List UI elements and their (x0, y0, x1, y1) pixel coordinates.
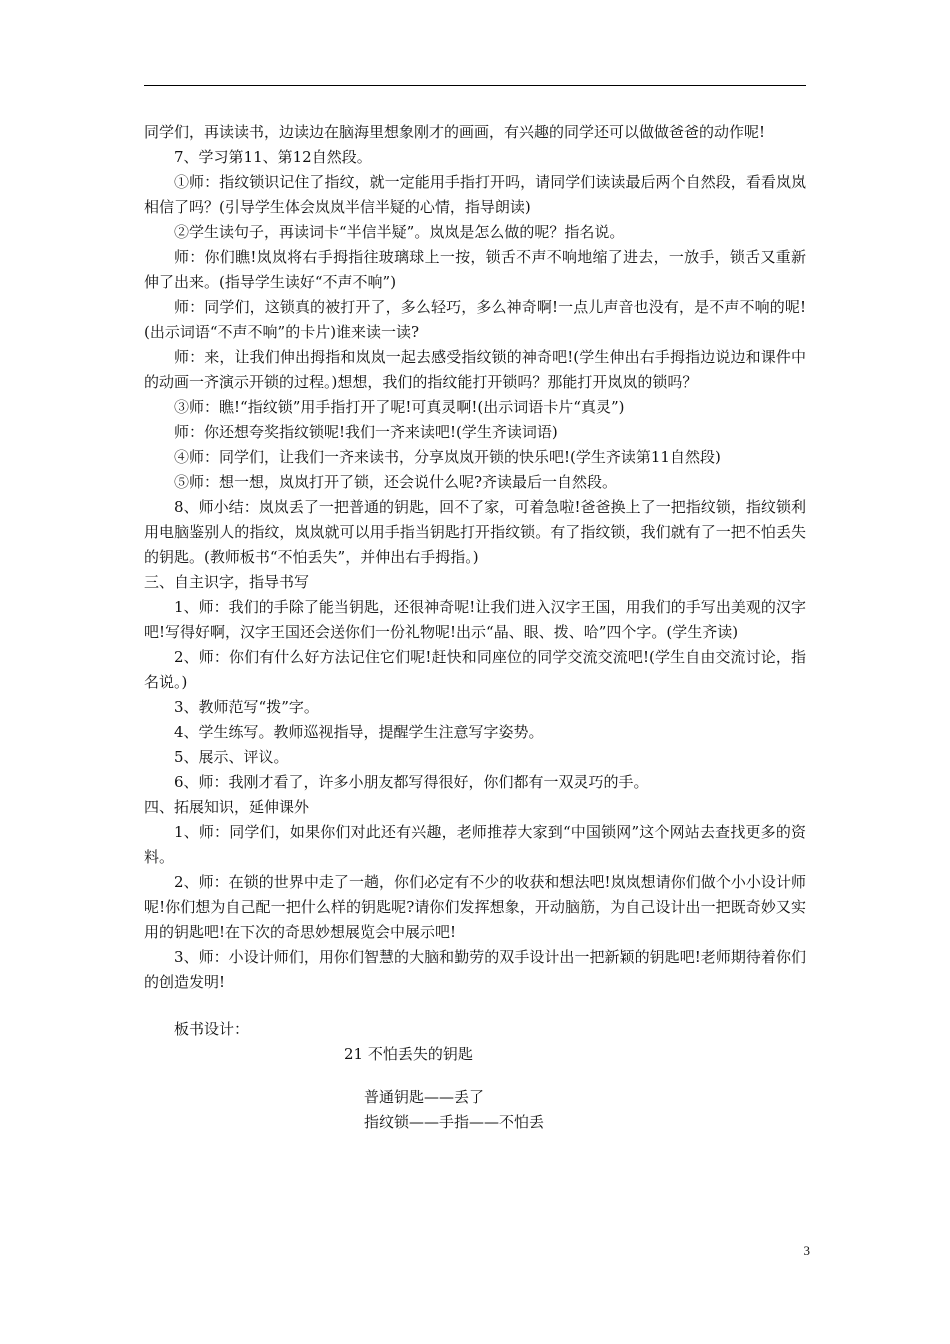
paragraph: 同学们，再读读书，边读边在脑海里想象刚才的画画，有兴趣的同学还可以做做爸爸的动作呢! (144, 123, 766, 141)
paragraph: 1、师：同学们，如果你们对此还有兴趣，老师推荐大家到“中国锁网”这个网站去查找更多的资料。 (144, 823, 806, 866)
board-design-lines (144, 1085, 806, 1135)
paragraph: 8、师小结：岚岚丢了一把普通的钥匙，回不了家，可着急啦!爸爸换上了一把指纹锁，指纹锁利用电脑鉴别人的指纹，岚岚就可以用手指当钥匙打开指纹锁。有了指纹锁，我们就有了一把不怕丢失的钥匙。(教师板书“不怕丢失”，并伸出右手拇指。) (144, 498, 806, 566)
paragraph: 4、学生练写。教师巡视指导，提醒学生注意写字姿势。 (174, 723, 544, 741)
board-line-fingerprint-lock: 指纹锁——手指——不怕丢 (364, 1113, 545, 1131)
paragraph: 7、学习第11、第12自然段。 (174, 148, 372, 166)
paragraph: 三、自主识字，指导书写 (144, 573, 310, 591)
paragraph-list (144, 120, 806, 995)
header-rule (144, 85, 806, 86)
paragraph: ⑤师：想一想，岚岚打开了锁，还会说什么呢?齐读最后一自然段。 (174, 473, 618, 491)
paragraph: 师：来，让我们伸出拇指和岚岚一起去感受指纹锁的神奇吧!(学生伸出右手拇指边说边和课件中的动画一齐演示开锁的过程。)想想，我们的指纹能打开锁吗？那能打开岚岚的锁吗？ (144, 348, 806, 391)
board-design-label: 板书设计： (174, 1020, 250, 1038)
board-design (144, 1017, 806, 1135)
paragraph: ①师：指纹锁识记住了指纹，就一定能用手指打开吗，请同学们读读最后两个自然段，看看岚岚相信了吗？(引导学生体会岚岚半信半疑的心情，指导朗读) (144, 173, 806, 216)
paragraph: 5、展示、评议。 (174, 748, 289, 766)
paragraph: ④师：同学们，让我们一齐来读书，分享岚岚开锁的快乐吧!(学生齐读第11自然段) (174, 448, 721, 466)
board-design-title: 21 不怕丢失的钥匙 (344, 1045, 473, 1063)
paragraph: 2、师：你们有什么好方法记住它们呢!赶快和同座位的同学交流交流吧!(学生自由交流讨论，指名说。) (144, 648, 806, 691)
paragraph: 1、师：我们的手除了能当钥匙，还很神奇呢!让我们进入汉字王国，用我们的手写出美观的汉字吧!写得好啊，汉字王国还会送你们一份礼物呢!出示“晶、眼、拨、哈”四个字。(学生齐读) (144, 598, 806, 641)
paragraph: 师：同学们，这锁真的被打开了，多么轻巧，多么神奇啊!一点儿声音也没有，是不声不响的呢!(出示词语“不声不响”的卡片)谁来读一读? (144, 298, 806, 341)
paragraph: 6、师：我刚才看了，许多小朋友都写得很好，你们都有一双灵巧的手。 (174, 773, 649, 791)
paragraph: 师：你们瞧!岚岚将右手拇指往玻璃球上一按，锁舌不声不响地缩了进去，一放手，锁舌又重新伸了出来。(指导学生读好“不声不响”) (144, 248, 806, 291)
document-body (144, 120, 806, 1135)
paragraph: 四、拓展知识，延伸课外 (144, 798, 310, 816)
paragraph: 师：你还想夸奖指纹锁呢!我们一齐来读吧!(学生齐读词语) (174, 423, 558, 441)
page-number: 3 (803, 1243, 810, 1258)
paragraph: 3、师：小设计师们，用你们智慧的大脑和勤劳的双手设计出一把新颖的钥匙吧!老师期待着你们的创造发明! (144, 948, 806, 991)
paragraph: 3、教师范写“拨”字。 (174, 698, 319, 716)
paragraph: ②学生读句子，再读词卡“半信半疑”。岚岚是怎么做的呢？指名说。 (174, 223, 625, 241)
paragraph: 2、师：在锁的世界中走了一趟，你们必定有不少的收获和想法吧!岚岚想请你们做个小小设计师呢!你们想为自己配一把什么样的钥匙呢?请你们发挥想象，开动脑筋，为自己设计出一把既奇妙又实用的钥匙吧!在下次的奇思妙想展览会中展示吧! (144, 873, 806, 941)
paragraph: ③师：瞧!“指纹锁”用手指打开了呢!可真灵啊!(出示词语卡片“真灵”) (174, 398, 625, 416)
board-line-ordinary-key: 普通钥匙——丢了 (364, 1088, 485, 1106)
section-spacer (144, 995, 806, 1017)
